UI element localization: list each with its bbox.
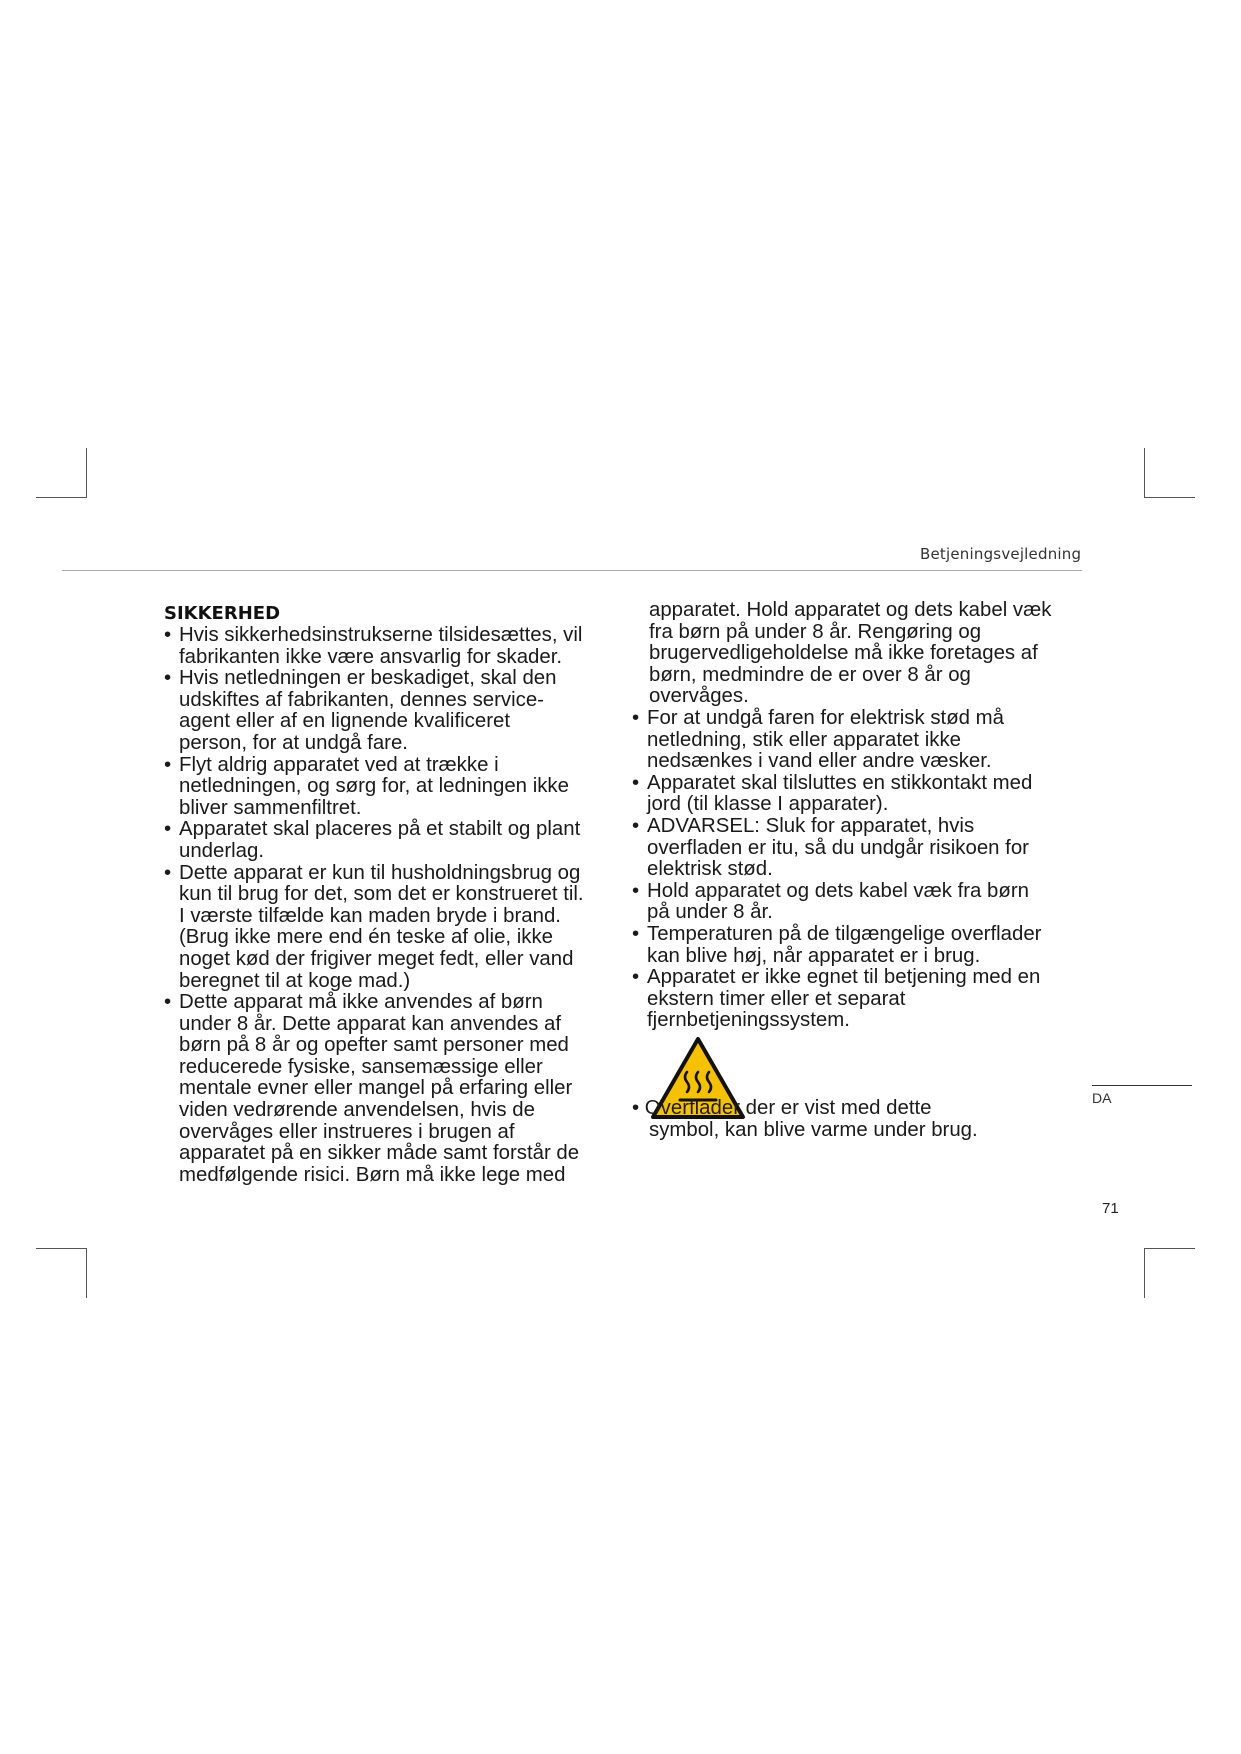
text-line: • Apparatet skal placeres på et stabilt og plant	[179, 818, 581, 841]
bullet-item	[164, 819, 624, 862]
right-bullet-list	[632, 708, 1082, 1032]
text-line: • Dette apparat er kun til husholdningsbrug og	[179, 861, 581, 884]
text-line: (Brug ikke mere end én teske af olie, ikke	[179, 926, 554, 949]
text-line: • Flyt aldrig apparatet ved at trække i	[179, 753, 499, 776]
text-line: apparatet på en sikker måde samt forstår de	[179, 1142, 580, 1165]
symbol-note-line-2: symbol, kan blive varme under brug.	[649, 1118, 978, 1141]
text-line: nedsænkes i vand eller andre væsker.	[647, 750, 992, 773]
text-line: • ADVARSEL: Sluk for apparatet, hvis	[647, 814, 975, 837]
text-line: ekstern timer eller et separat	[647, 987, 906, 1010]
text-line: • Hvis netledningen er beskadiget, skal den	[179, 667, 557, 690]
text-line: agent eller af en lignende kvalificeret	[179, 710, 510, 733]
text-line: • Hold apparatet og dets kabel væk fra børn	[647, 879, 1029, 902]
running-header: Betjeningsvejledning	[920, 545, 1082, 563]
text-line: på under 8 år.	[647, 901, 773, 924]
symbol-note-line-1: • Overflader der er vist med dette	[632, 1097, 932, 1119]
text-line: • Temperaturen på de tilgængelige overflader	[647, 922, 1042, 945]
text-line: overfladen er itu, så du undgår risikoen for	[647, 836, 1029, 859]
continued-paragraph	[632, 600, 1082, 708]
bullet-item	[164, 863, 624, 993]
text-line: apparatet. Hold apparatet og dets kabel væk	[649, 599, 1052, 621]
bullet-item	[632, 924, 1082, 967]
text-line: • Apparatet er ikke egnet til betjening med en	[647, 966, 1041, 989]
bullet-item	[632, 881, 1082, 924]
text-line: • For at undgå faren for elektrisk stød må	[647, 706, 1004, 729]
text-line: brugervedligeholdelse må ikke foretages af	[649, 642, 1038, 665]
text-line: medfølgende risici. Børn må ikke lege med	[179, 1163, 566, 1186]
text-line: kan blive høj, når apparatet er i brug.	[647, 944, 981, 967]
language-code: DA	[1092, 1090, 1112, 1106]
text-line: person, for at undgå fare.	[179, 731, 408, 754]
section-heading: SIKKERHED	[164, 603, 281, 624]
bullet-item	[632, 708, 1082, 773]
text-line: underlag.	[179, 839, 265, 862]
text-line: • Hvis sikkerhedsinstrukserne tilsidesættes, vil	[179, 624, 583, 646]
text-line: overvåges.	[649, 685, 749, 708]
text-line: reducerede fysiske, sansemæssige eller	[179, 1055, 543, 1078]
text-line: jord (til klasse I apparater).	[647, 793, 889, 816]
symbol-note	[632, 1098, 1082, 1141]
text-line: beregnet til at koge mad.)	[179, 969, 411, 992]
text-line: overvåges eller instrueres i brugen af	[179, 1120, 515, 1143]
text-line: kun til brug for det, som det er konstrueret til.	[179, 883, 584, 906]
text-line: • Dette apparat må ikke anvendes af børn	[179, 991, 543, 1014]
bullet-item	[164, 625, 624, 668]
text-line: fjernbetjeningssystem.	[647, 1009, 850, 1032]
text-line: viden vedrørende anvendelsen, hvis de	[179, 1099, 535, 1122]
text-line: • Apparatet skal tilsluttes en stikkontakt med	[647, 771, 1033, 794]
text-line: noget kød der frigiver meget fedt, eller vand	[179, 947, 574, 970]
left-bullet-list	[164, 625, 624, 1186]
left-column	[164, 603, 624, 1186]
text-line: børn, medmindre de er over 8 år og	[649, 663, 971, 686]
bullet-item	[164, 755, 624, 820]
text-line: mentale evner eller mangel på erfaring eller	[179, 1077, 573, 1100]
text-line: fra børn på under 8 år. Rengøring og	[649, 620, 982, 643]
text-line: netledning, stik eller apparatet ikke	[647, 728, 961, 751]
text-line: børn på 8 år og opefter samt personer med	[179, 1034, 569, 1057]
bullet-item	[164, 992, 624, 1186]
bullet-item	[632, 967, 1082, 1032]
text-line: udskiftes af fabrikanten, dennes service-	[179, 688, 544, 711]
text-line: I værste tilfælde kan maden bryde i brand.	[179, 904, 561, 927]
page-number: 71	[1102, 1200, 1119, 1217]
text-line: fabrikanten ikke være ansvarlig for skader.	[179, 645, 563, 668]
text-line: bliver sammenfiltret.	[179, 796, 362, 819]
language-tab-rule	[1092, 1085, 1192, 1086]
header-rule	[62, 570, 1082, 571]
text-line: netledningen, og sørg for, at ledningen ikke	[179, 775, 569, 798]
bullet-item	[632, 773, 1082, 816]
bullet-item	[164, 668, 624, 754]
text-line: under 8 år. Dette apparat kan anvendes af	[179, 1012, 562, 1035]
right-column	[632, 600, 1082, 1032]
text-line: elektrisk stød.	[647, 858, 773, 881]
bullet-item	[632, 816, 1082, 881]
